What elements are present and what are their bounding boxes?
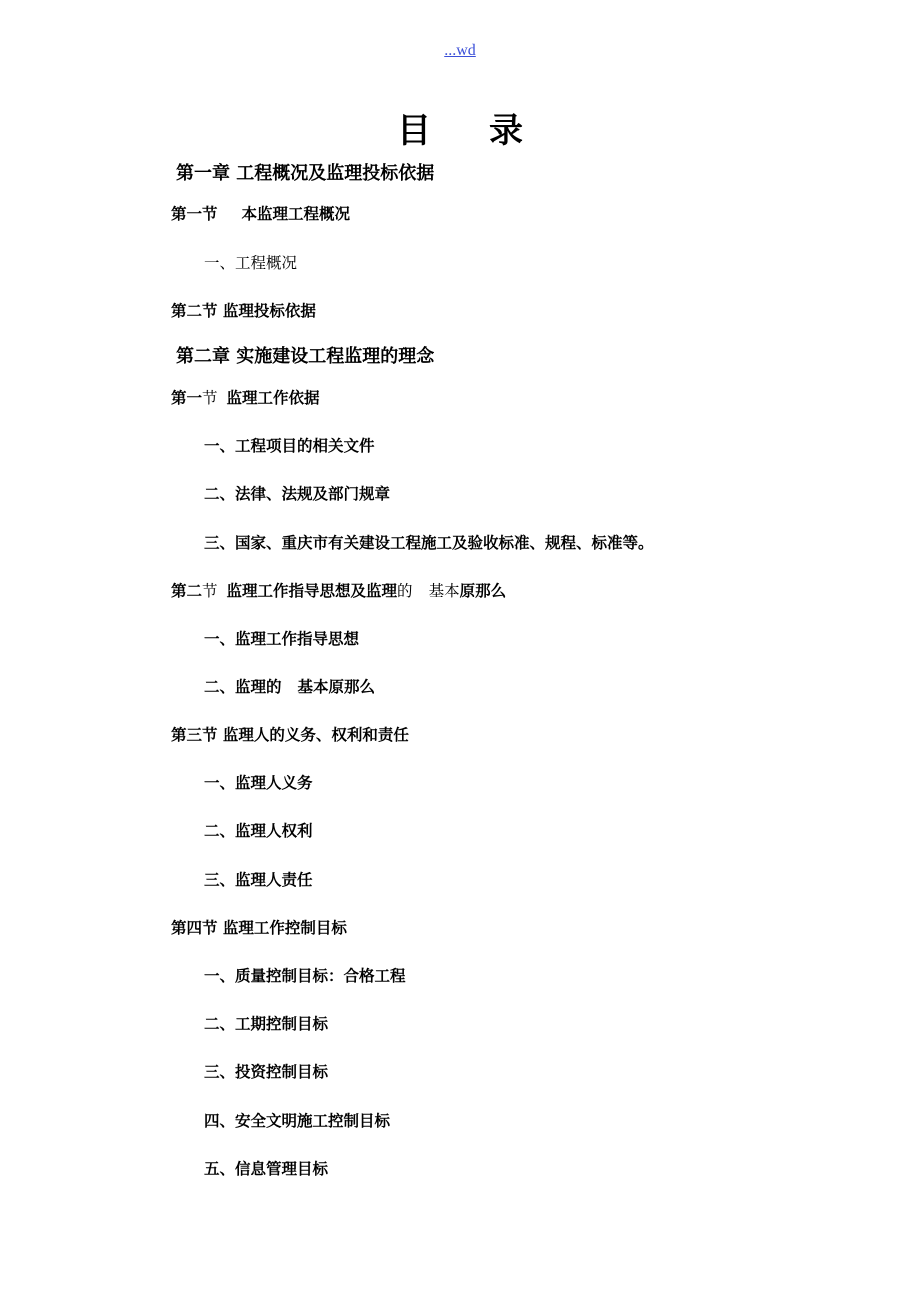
header-link[interactable]: ...wd xyxy=(444,42,476,59)
item-title-part: 基本原那么 xyxy=(297,678,376,696)
toc-ch2-s1-item-2[interactable]: 二、法律、法规及部门规章 xyxy=(204,485,391,503)
section-title: 本监理工程概况 xyxy=(241,205,351,223)
toc-ch2-s1-item-3[interactable]: 三、国家、重庆市有关建设工程施工及验收标准、规程、标准等。 xyxy=(204,534,654,552)
section-number-suffix: 节 xyxy=(202,582,218,600)
toc-chapter-2[interactable]: 第二章 实施建设工程监理的理念 xyxy=(176,346,435,367)
item-title-part: 二、监理的 xyxy=(204,678,282,696)
section-title-part: 监理工作指导思想及监理 xyxy=(226,582,398,600)
toc-title: 目录 xyxy=(397,111,581,151)
toc-ch2-s4-item-5[interactable]: 五、信息管理目标 xyxy=(204,1160,329,1178)
toc-ch2-section-3[interactable]: 第三节 监理人的义务、权利和责任 xyxy=(171,726,409,744)
section-title-part: 基本 xyxy=(428,582,460,600)
toc-chapter-1[interactable]: 第一章 工程概况及监理投标依据 xyxy=(176,163,435,184)
toc-ch1-s1-item-1[interactable]: 一、工程概况 xyxy=(204,254,298,272)
toc-ch1-section-1[interactable] xyxy=(171,202,350,226)
section-number-suffix: 节 xyxy=(202,389,218,407)
toc-ch2-s4-item-2[interactable]: 二、工期控制目标 xyxy=(204,1015,329,1033)
toc-ch2-section-4[interactable]: 第四节 监理工作控制目标 xyxy=(171,919,347,937)
section-title-part: 原那么 xyxy=(459,582,507,600)
toc-ch2-s4-item-3[interactable]: 三、投资控制目标 xyxy=(204,1063,329,1081)
toc-ch2-s4-item-1[interactable]: 一、质量控制目标：合格工程 xyxy=(204,967,406,985)
toc-ch1-section-2[interactable]: 第二节 监理投标依据 xyxy=(171,302,316,320)
toc-ch2-s3-item-2[interactable]: 二、监理人权利 xyxy=(204,822,313,840)
section-number: 第二 xyxy=(171,582,203,600)
section-title-part: 的 xyxy=(397,582,413,600)
toc-ch2-s1-item-1[interactable]: 一、工程项目的相关文件 xyxy=(204,437,375,455)
toc-ch2-s3-item-1[interactable]: 一、监理人义务 xyxy=(204,774,313,792)
toc-ch2-s4-item-4[interactable]: 四、安全文明施工控制目标 xyxy=(204,1112,391,1130)
section-number: 第一节 xyxy=(171,205,218,223)
section-title: 监理工作依据 xyxy=(226,389,320,407)
toc-ch2-section-2[interactable] xyxy=(171,579,506,603)
toc-ch2-section-1[interactable] xyxy=(171,386,320,410)
toc-ch2-s3-item-3[interactable]: 三、监理人责任 xyxy=(204,871,313,889)
section-number: 第一 xyxy=(171,389,203,407)
toc-ch2-s2-item-2[interactable] xyxy=(204,675,375,699)
toc-ch2-s2-item-1[interactable]: 一、监理工作指导思想 xyxy=(204,630,360,648)
